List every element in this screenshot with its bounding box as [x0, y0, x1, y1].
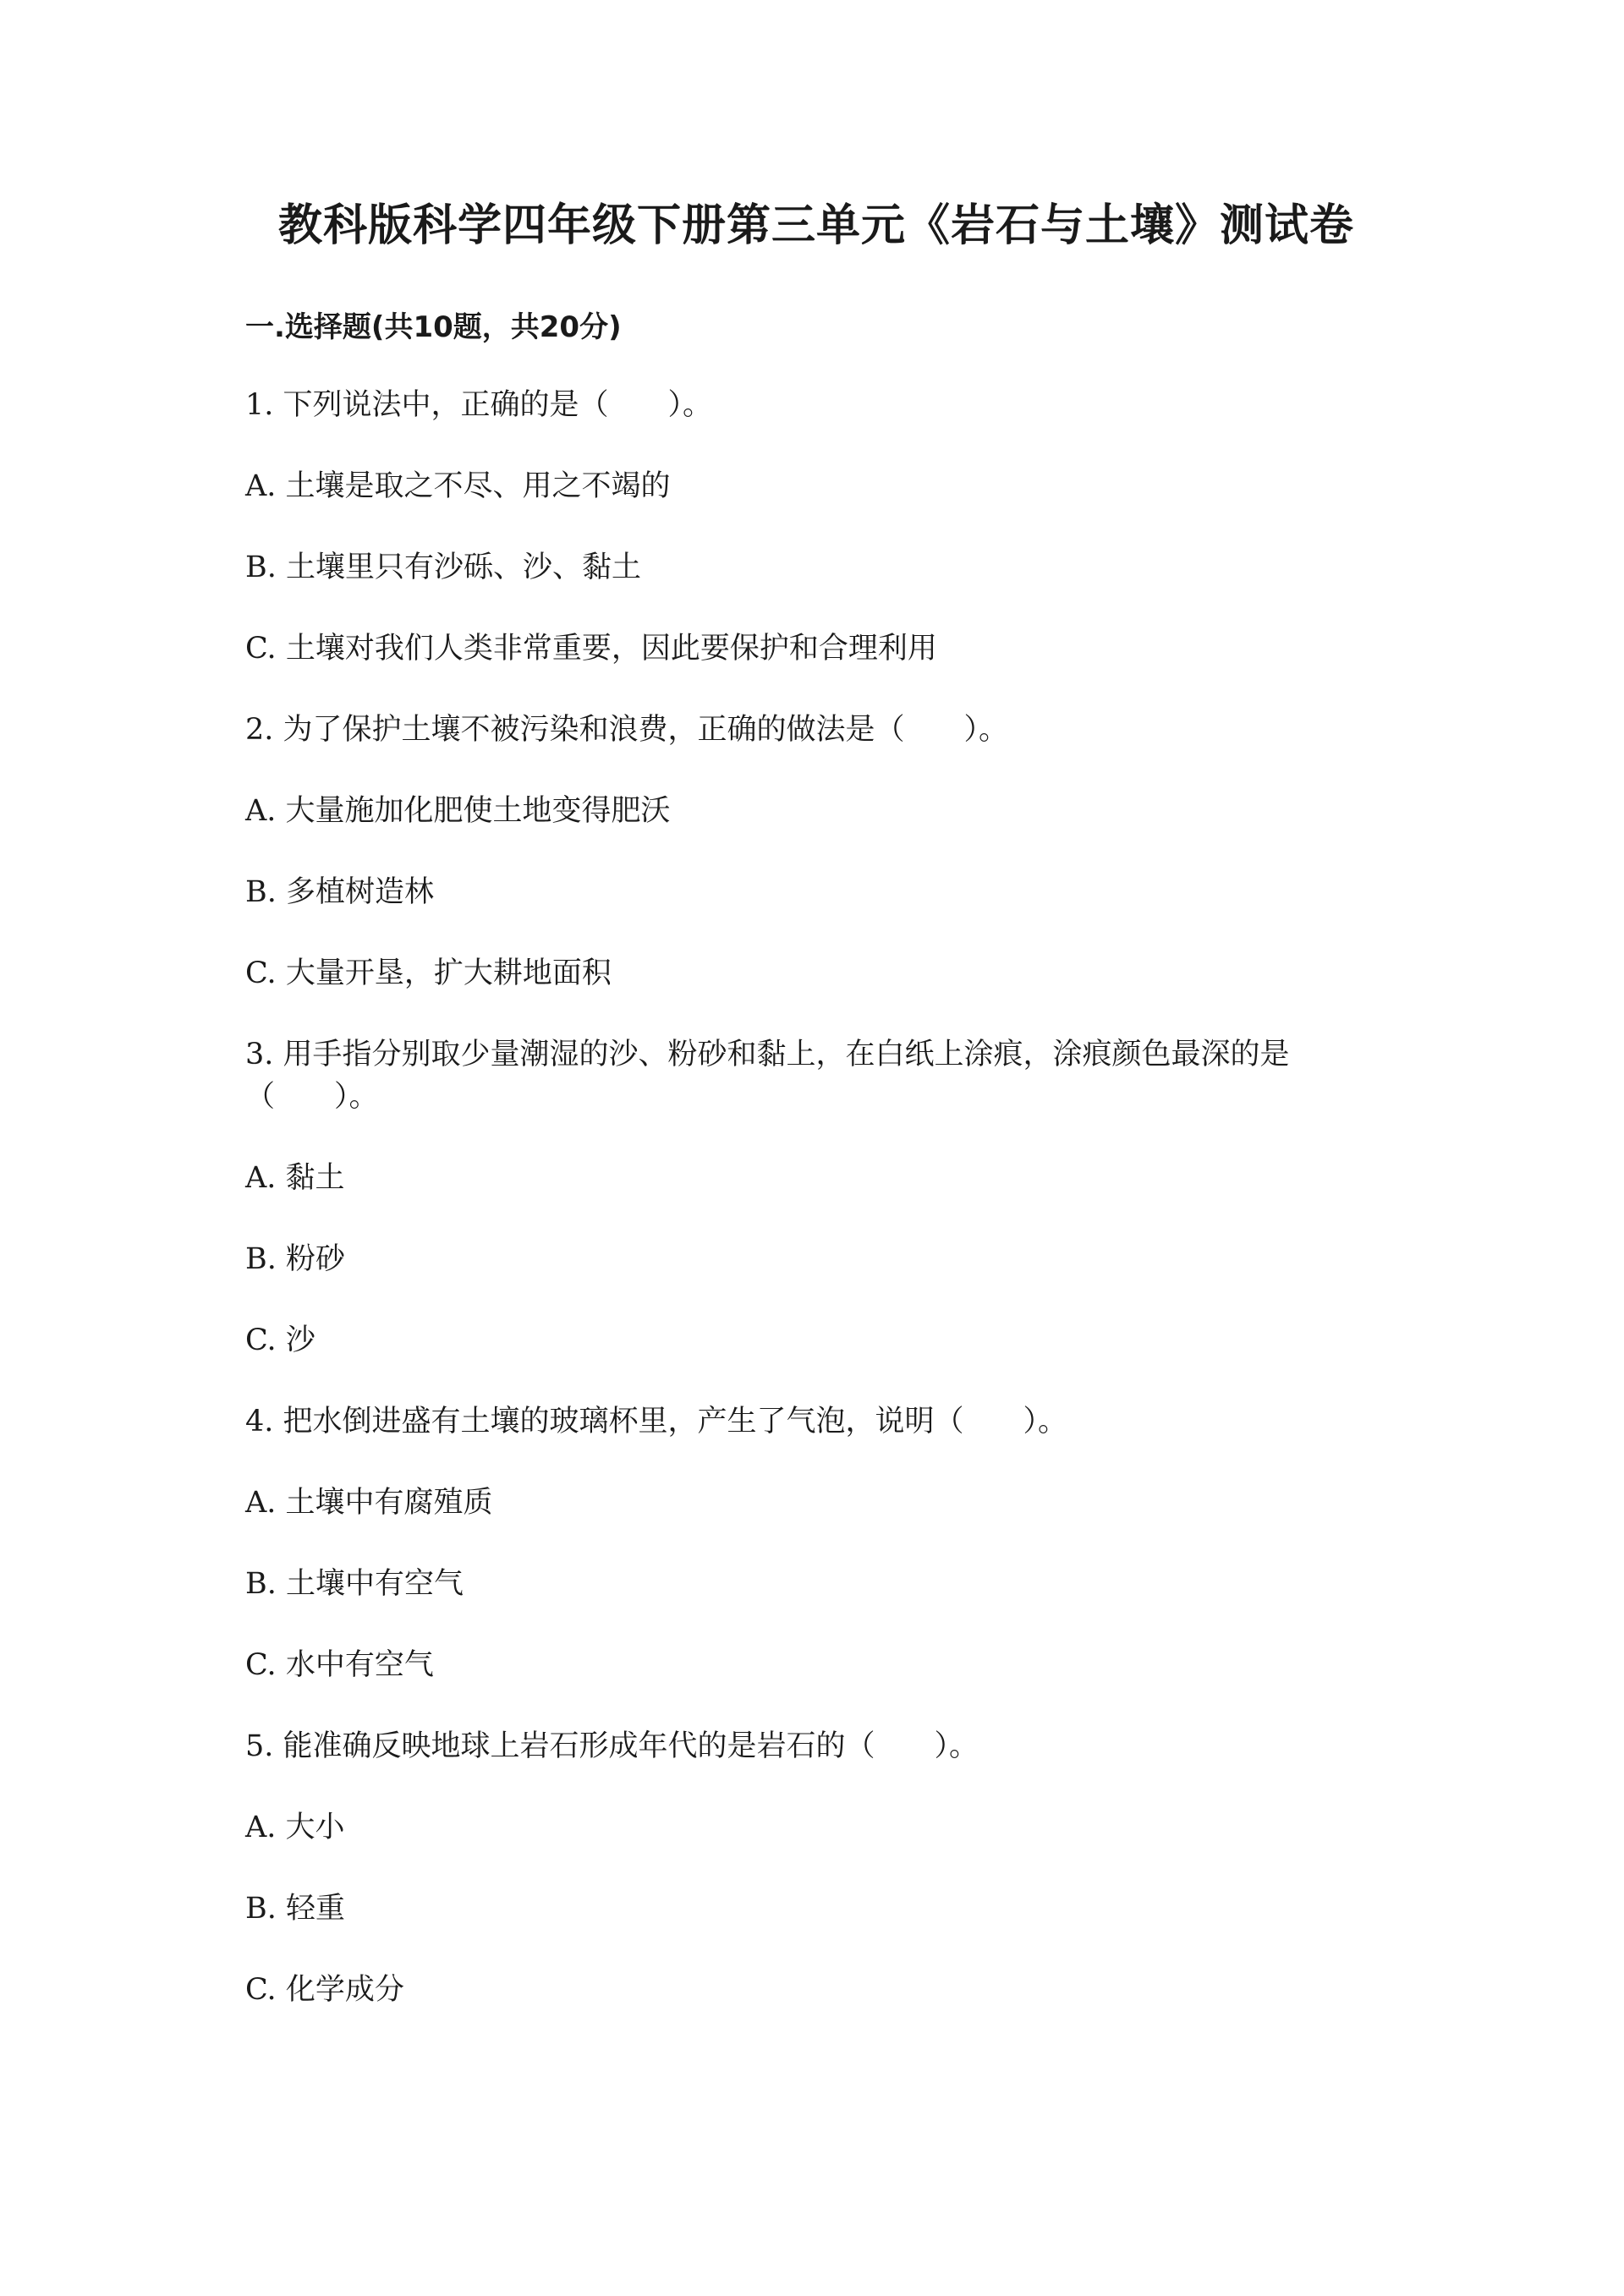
- question-stem-text: 1. 下列说法中，正确的是（ ）。: [245, 388, 713, 422]
- question-block: [245, 1033, 1387, 1362]
- option-text: 土壤对我们人类非常重要，因此要保护和合理利用: [285, 632, 937, 666]
- option-letter: A.: [245, 1811, 277, 1844]
- option-text: 大小: [285, 1811, 345, 1844]
- question-stem: [245, 1033, 1387, 1118]
- option-letter: B.: [245, 875, 277, 909]
- answer-option: [245, 1806, 1387, 1849]
- answer-option: [245, 627, 1387, 670]
- question-stem-text: 2. 为了保护土壤不被污染和浪费，正确的做法是（ ）。: [245, 713, 1009, 747]
- answer-option: [245, 871, 1387, 913]
- option-text: 化学成分: [285, 1973, 404, 2007]
- option-letter: C.: [245, 1323, 277, 1357]
- section-heading: 一.选择题(共10题，共20分): [245, 310, 622, 344]
- option-letter: C.: [245, 1973, 277, 2007]
- option-letter: A.: [245, 1486, 277, 1520]
- answer-option: [245, 952, 1387, 995]
- question-block: [245, 1725, 1387, 2011]
- option-letter: A.: [245, 794, 277, 828]
- option-letter: C.: [245, 956, 277, 990]
- option-letter: B.: [245, 1242, 277, 1276]
- answer-option: [245, 546, 1387, 589]
- option-text: 大量施加化肥使土地变得肥沃: [285, 794, 671, 828]
- option-text: 土壤是取之不尽、用之不竭的: [285, 469, 671, 503]
- option-text: 土壤中有腐殖质: [285, 1486, 493, 1520]
- answer-option: [245, 1644, 1387, 1686]
- option-text: 粉砂: [286, 1242, 346, 1276]
- answer-option: [245, 1969, 1387, 2011]
- option-text: 黏土: [285, 1161, 345, 1195]
- answer-option: [245, 1888, 1387, 1930]
- option-text: 水中有空气: [285, 1648, 434, 1682]
- question-stem: [245, 709, 1387, 751]
- option-letter: C.: [245, 632, 277, 666]
- option-letter: B.: [245, 1892, 277, 1926]
- question-stem-text: 4. 把水倒进盛有土壤的玻璃杯里，产生了气泡，说明（ ）。: [245, 1405, 1068, 1438]
- question-block: [245, 384, 1387, 670]
- option-text: 轻重: [286, 1892, 346, 1926]
- option-letter: A.: [245, 1161, 277, 1195]
- option-letter: A.: [245, 469, 277, 503]
- option-text: 多植树造林: [286, 875, 435, 909]
- answer-option: [245, 1482, 1387, 1524]
- question-block: [245, 709, 1387, 995]
- answer-option: [245, 1319, 1387, 1362]
- answer-option: [245, 1157, 1387, 1199]
- exam-title: 教科版科学四年级下册第三单元《岩石与土壤》测试卷: [277, 200, 1354, 251]
- option-text: 土壤中有空气: [286, 1567, 464, 1601]
- option-text: 大量开垦，扩大耕地面积: [285, 956, 612, 990]
- answer-option: [245, 1238, 1387, 1280]
- option-letter: C.: [245, 1648, 277, 1682]
- question-stem: [245, 384, 1387, 426]
- question-stem: [245, 1725, 1387, 1767]
- answer-option: [245, 465, 1387, 507]
- question-stem-text: 3. 用手指分别取少量潮湿的沙、粉砂和黏上，在白纸上涂痕，涂痕颜色最深的是（ ）。: [245, 1038, 1290, 1114]
- answer-option: [245, 1563, 1387, 1605]
- question-block: [245, 1400, 1387, 1686]
- option-letter: B.: [245, 551, 277, 584]
- question-stem: [245, 1400, 1387, 1443]
- option-text: 沙: [285, 1323, 315, 1357]
- option-letter: B.: [245, 1567, 277, 1601]
- exam-page: [245, 193, 1387, 2050]
- question-stem-text: 5. 能准确反映地球上岩石形成年代的是岩石的（ ）。: [245, 1729, 979, 1763]
- answer-option: [245, 790, 1387, 832]
- option-text: 土壤里只有沙砾、沙、黏土: [286, 551, 642, 584]
